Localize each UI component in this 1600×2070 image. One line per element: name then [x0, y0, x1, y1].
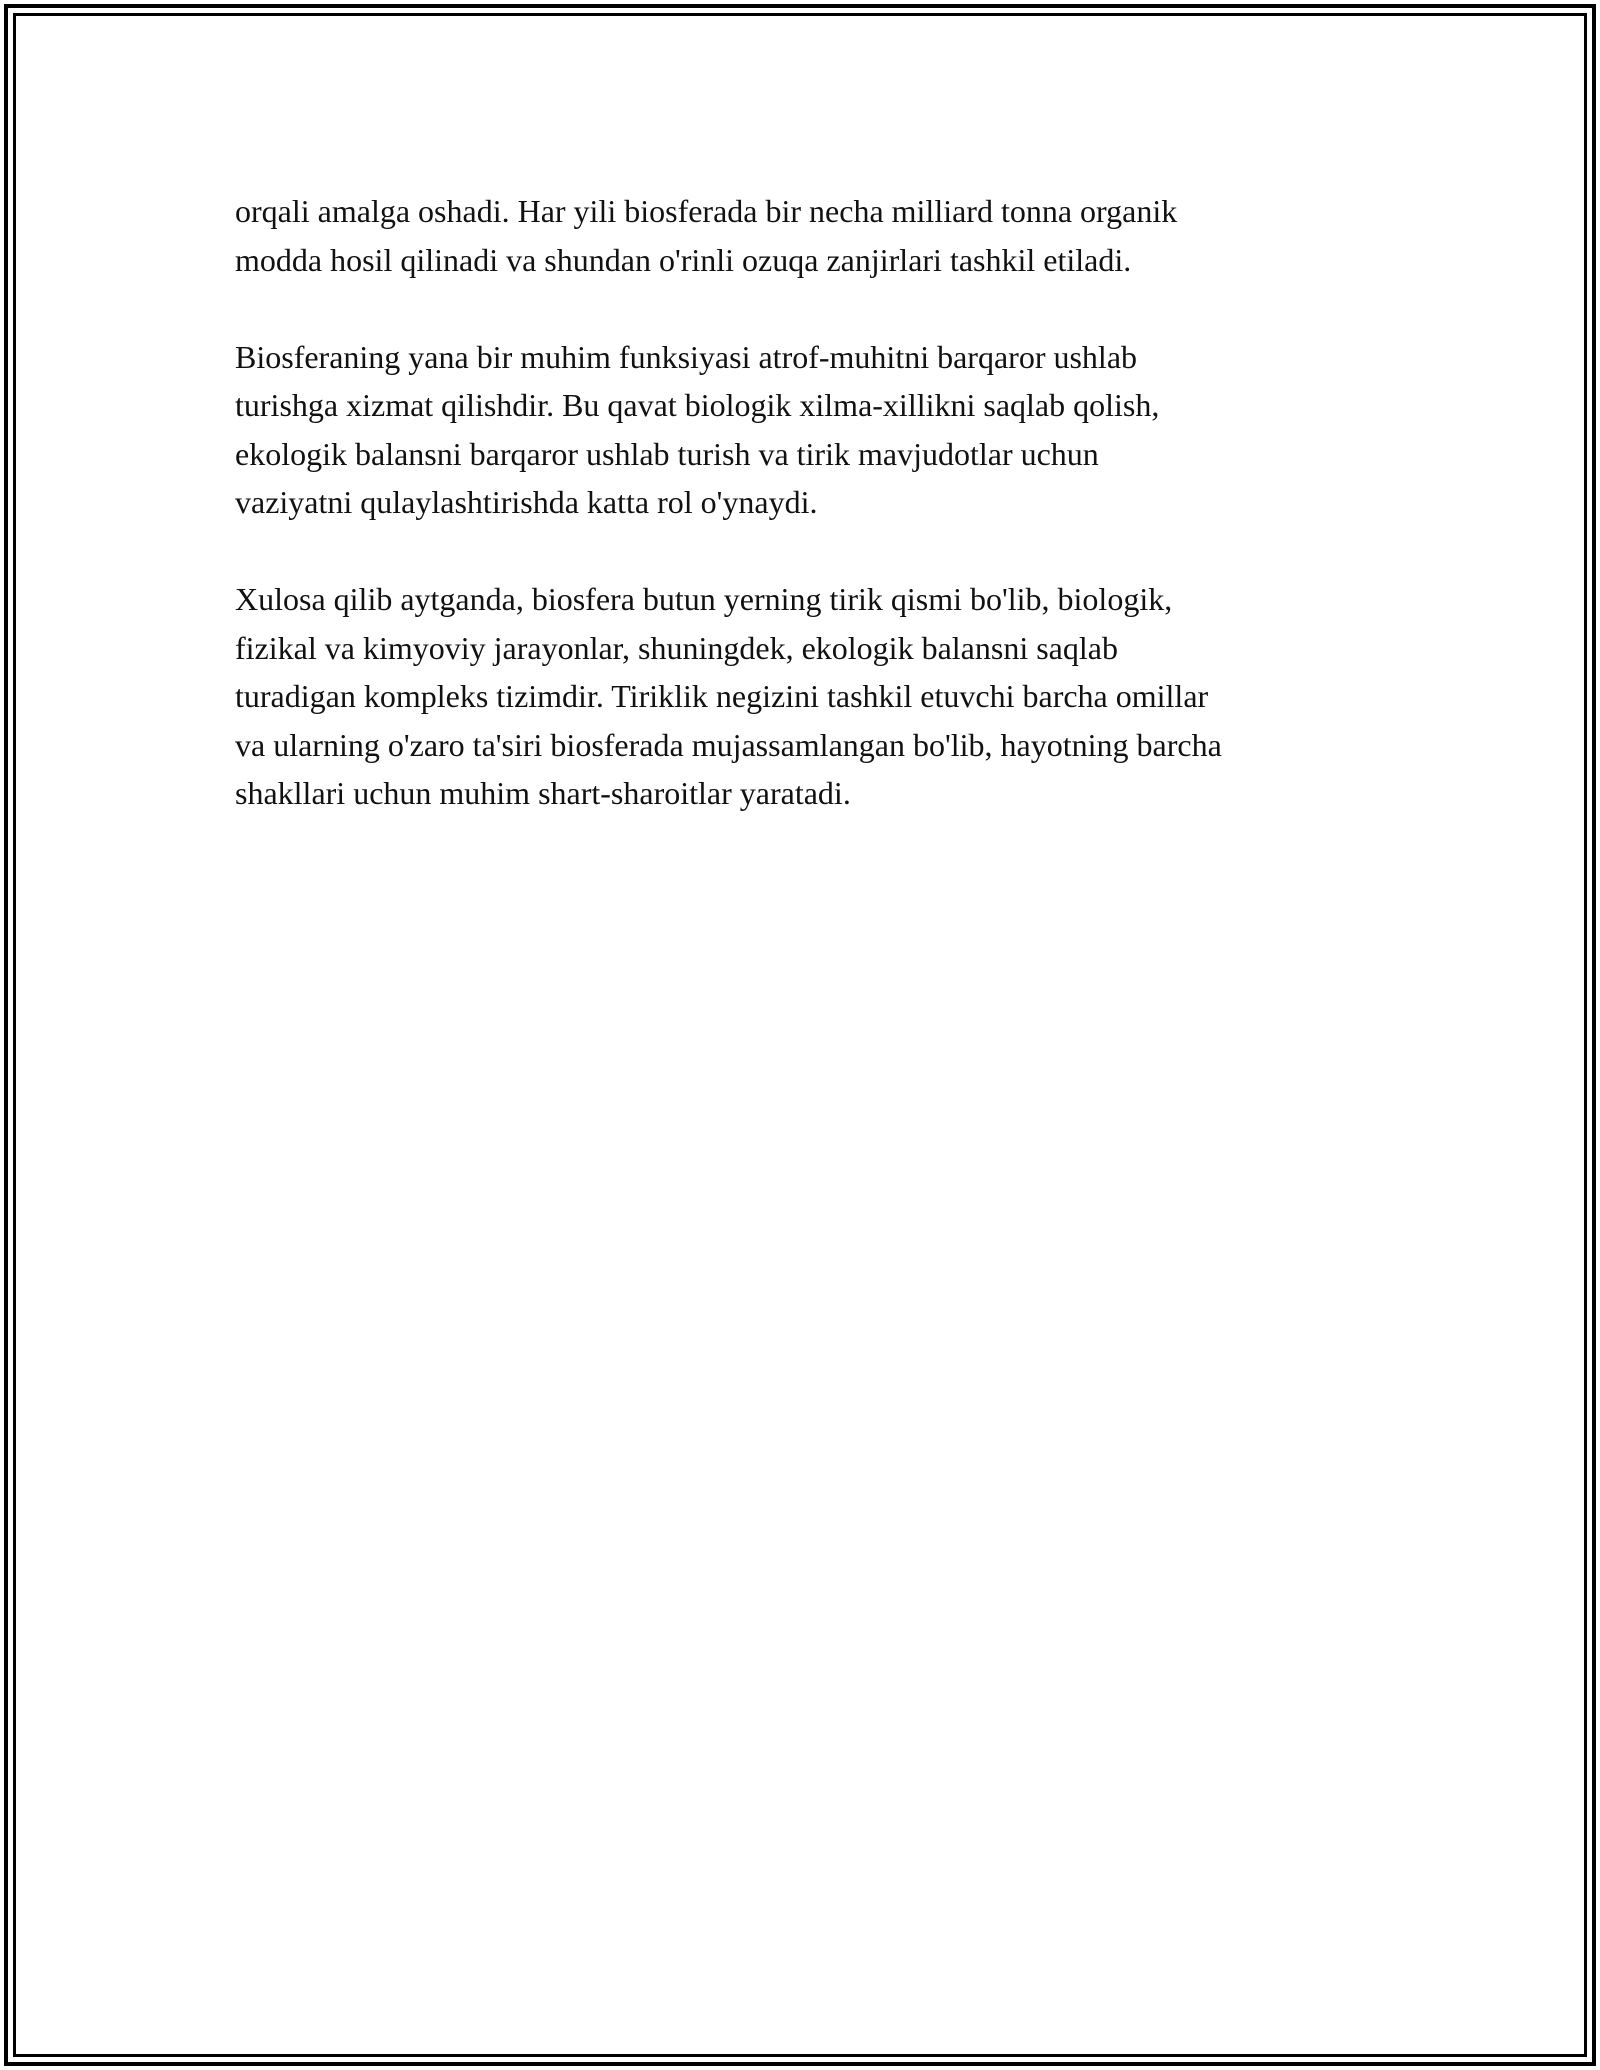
document-body	[235, 187, 1395, 866]
text-line: fizikal va kimyoviy jarayonlar, shuningdek, ekologik balansni saqlab	[235, 629, 1118, 666]
text-line: va ularning o'zaro ta'siri biosferada mujassamlangan bo'lib, hayotning barcha	[235, 726, 1222, 763]
text-line: Xulosa qilib aytganda, biosfera butun yerning tirik qismi bo'lib, biologik,	[235, 581, 1173, 617]
paragraph-2	[235, 333, 1395, 527]
paragraph-1	[235, 187, 1395, 284]
text-line: orqali amalga oshadi. Har yili biosferada bir necha milliard tonna organik	[235, 193, 1178, 229]
text-line: turadigan kompleks tizimdir. Tiriklik negizini tashkil etuvchi barcha omillar	[235, 678, 1209, 714]
text-line: modda hosil qilinadi va shundan o'rinli ozuqa zanjirlari tashkil etiladi.	[235, 241, 1132, 278]
paragraph-3	[235, 575, 1395, 818]
text-line: vaziyatni qulaylashtirishda katta rol o'ynaydi.	[235, 484, 818, 520]
text-line: Biosferaning yana bir muhim funksiyasi atrof-muhitni barqaror ushlab	[235, 338, 1138, 375]
text-line: shakllari uchun muhim shart-sharoitlar yaratadi.	[235, 775, 851, 811]
text-line: ekologik balansni barqaror ushlab turish va tirik mavjudotlar uchun	[235, 435, 1099, 472]
text-line: turishga xizmat qilishdir. Bu qavat biologik xilma-xillikni saqlab qolish,	[235, 387, 1160, 423]
